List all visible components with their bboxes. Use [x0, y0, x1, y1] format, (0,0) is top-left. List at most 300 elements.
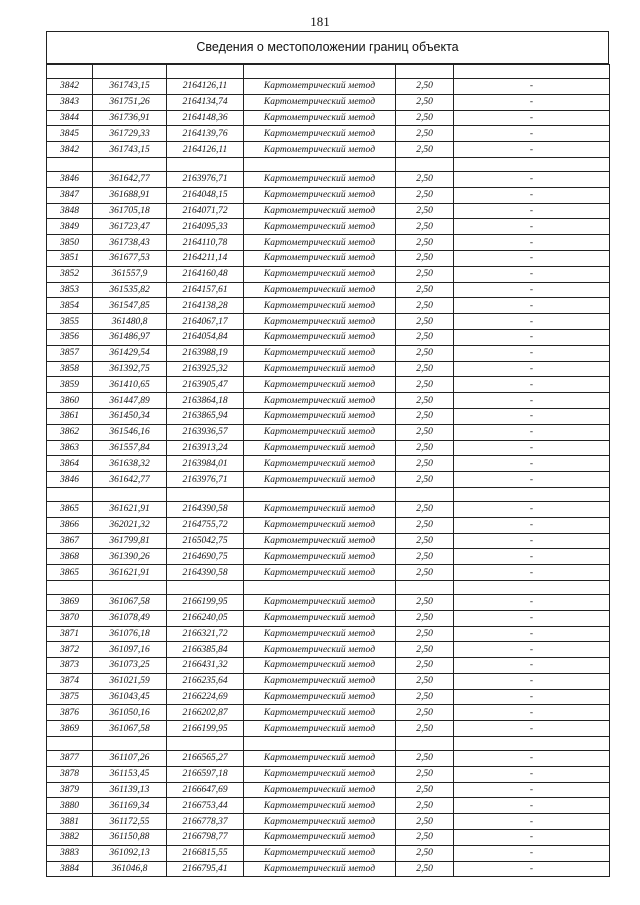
- table-row: [47, 845, 610, 861]
- accuracy-cell: 2,50: [396, 549, 454, 565]
- table-row: [47, 766, 610, 782]
- y-coordinate-cell: 2163925,32: [167, 361, 244, 377]
- method-cell: Картометрический метод: [244, 298, 396, 314]
- description-cell: -: [454, 472, 610, 488]
- y-coordinate-cell: 2164390,58: [167, 565, 244, 581]
- method-cell: Картометрический метод: [244, 187, 396, 203]
- method-cell: Картометрический метод: [244, 642, 396, 658]
- y-coordinate-cell: 2163864,18: [167, 393, 244, 409]
- method-cell: Картометрический метод: [244, 689, 396, 705]
- point-number-cell: 3842: [47, 142, 93, 158]
- table-row: [47, 329, 610, 345]
- point-number-cell: 3871: [47, 626, 93, 642]
- group-separator-row: [47, 65, 610, 79]
- x-coordinate-cell: 361738,43: [93, 235, 167, 251]
- accuracy-cell: 2,50: [396, 361, 454, 377]
- empty-cell: [396, 487, 454, 501]
- accuracy-cell: 2,50: [396, 282, 454, 298]
- x-coordinate-cell: 361736,91: [93, 110, 167, 126]
- point-number-cell: 3881: [47, 814, 93, 830]
- accuracy-cell: 2,50: [396, 314, 454, 330]
- y-coordinate-cell: 2163936,57: [167, 424, 244, 440]
- description-cell: -: [454, 861, 610, 877]
- x-coordinate-cell: 361107,26: [93, 751, 167, 767]
- empty-cell: [167, 157, 244, 171]
- x-coordinate-cell: 361688,91: [93, 187, 167, 203]
- y-coordinate-cell: 2166647,69: [167, 782, 244, 798]
- accuracy-cell: 2,50: [396, 751, 454, 767]
- y-coordinate-cell: 2163905,47: [167, 377, 244, 393]
- point-number-cell: 3849: [47, 219, 93, 235]
- method-cell: Картометрический метод: [244, 235, 396, 251]
- y-coordinate-cell: 2166778,37: [167, 814, 244, 830]
- empty-cell: [396, 157, 454, 171]
- description-cell: -: [454, 501, 610, 517]
- point-number-cell: 3852: [47, 266, 93, 282]
- accuracy-cell: 2,50: [396, 142, 454, 158]
- x-coordinate-cell: 361486,97: [93, 329, 167, 345]
- accuracy-cell: 2,50: [396, 689, 454, 705]
- method-cell: Картометрический метод: [244, 329, 396, 345]
- description-cell: -: [454, 766, 610, 782]
- point-number-cell: 3884: [47, 861, 93, 877]
- empty-cell: [244, 737, 396, 751]
- y-coordinate-cell: 2164139,76: [167, 126, 244, 142]
- point-number-cell: 3862: [47, 424, 93, 440]
- point-number-cell: 3875: [47, 689, 93, 705]
- x-coordinate-cell: 361450,34: [93, 408, 167, 424]
- empty-cell: [167, 487, 244, 501]
- description-cell: -: [454, 187, 610, 203]
- empty-cell: [454, 580, 610, 594]
- y-coordinate-cell: 2164390,58: [167, 501, 244, 517]
- y-coordinate-cell: 2164110,78: [167, 235, 244, 251]
- method-cell: Картометрический метод: [244, 266, 396, 282]
- x-coordinate-cell: 361046,8: [93, 861, 167, 877]
- accuracy-cell: 2,50: [396, 94, 454, 110]
- table-row: [47, 658, 610, 674]
- point-number-cell: 3858: [47, 361, 93, 377]
- empty-cell: [47, 157, 93, 171]
- description-cell: -: [454, 689, 610, 705]
- y-coordinate-cell: 2164095,33: [167, 219, 244, 235]
- accuracy-cell: 2,50: [396, 266, 454, 282]
- x-coordinate-cell: 361557,9: [93, 266, 167, 282]
- x-coordinate-cell: 361480,8: [93, 314, 167, 330]
- x-coordinate-cell: 361092,13: [93, 845, 167, 861]
- table-row: [47, 345, 610, 361]
- method-cell: Картометрический метод: [244, 314, 396, 330]
- x-coordinate-cell: 361729,33: [93, 126, 167, 142]
- description-cell: -: [454, 751, 610, 767]
- point-number-cell: 3873: [47, 658, 93, 674]
- method-cell: Картометрический метод: [244, 830, 396, 846]
- empty-cell: [244, 580, 396, 594]
- x-coordinate-cell: 361677,53: [93, 250, 167, 266]
- point-number-cell: 3865: [47, 565, 93, 581]
- description-cell: -: [454, 658, 610, 674]
- description-cell: -: [454, 642, 610, 658]
- table-row: [47, 393, 610, 409]
- x-coordinate-cell: 361621,91: [93, 501, 167, 517]
- accuracy-cell: 2,50: [396, 798, 454, 814]
- y-coordinate-cell: 2164067,17: [167, 314, 244, 330]
- table-row: [47, 250, 610, 266]
- description-cell: -: [454, 142, 610, 158]
- x-coordinate-cell: 361743,15: [93, 142, 167, 158]
- description-cell: -: [454, 298, 610, 314]
- y-coordinate-cell: 2166199,95: [167, 594, 244, 610]
- point-number-cell: 3870: [47, 610, 93, 626]
- description-cell: -: [454, 565, 610, 581]
- method-cell: Картометрический метод: [244, 110, 396, 126]
- empty-cell: [396, 65, 454, 79]
- table-row: [47, 298, 610, 314]
- x-coordinate-cell: 361743,15: [93, 79, 167, 95]
- table-row: [47, 830, 610, 846]
- table-row: [47, 533, 610, 549]
- page-number: 181: [310, 14, 330, 29]
- empty-cell: [454, 65, 610, 79]
- y-coordinate-cell: 2163988,19: [167, 345, 244, 361]
- y-coordinate-cell: 2166798,77: [167, 830, 244, 846]
- accuracy-cell: 2,50: [396, 501, 454, 517]
- method-cell: Картометрический метод: [244, 814, 396, 830]
- x-coordinate-cell: 361546,16: [93, 424, 167, 440]
- description-cell: -: [454, 782, 610, 798]
- empty-cell: [47, 65, 93, 79]
- point-number-cell: 3882: [47, 830, 93, 846]
- empty-cell: [454, 157, 610, 171]
- x-coordinate-cell: 361638,32: [93, 456, 167, 472]
- y-coordinate-cell: 2166753,44: [167, 798, 244, 814]
- point-number-cell: 3883: [47, 845, 93, 861]
- empty-cell: [47, 487, 93, 501]
- point-number-cell: 3843: [47, 94, 93, 110]
- description-cell: -: [454, 377, 610, 393]
- table-body: [47, 65, 610, 877]
- point-number-cell: 3879: [47, 782, 93, 798]
- point-number-cell: 3851: [47, 250, 93, 266]
- table-row: [47, 219, 610, 235]
- accuracy-cell: 2,50: [396, 658, 454, 674]
- description-cell: -: [454, 626, 610, 642]
- y-coordinate-cell: 2163865,94: [167, 408, 244, 424]
- point-number-cell: 3874: [47, 673, 93, 689]
- y-coordinate-cell: 2163984,01: [167, 456, 244, 472]
- method-cell: Картометрический метод: [244, 361, 396, 377]
- empty-cell: [167, 737, 244, 751]
- table-row: [47, 642, 610, 658]
- description-cell: -: [454, 266, 610, 282]
- point-number-cell: 3868: [47, 549, 93, 565]
- y-coordinate-cell: 2166385,84: [167, 642, 244, 658]
- description-cell: -: [454, 345, 610, 361]
- description-cell: -: [454, 594, 610, 610]
- group-separator-row: [47, 487, 610, 501]
- accuracy-cell: 2,50: [396, 408, 454, 424]
- table-row: [47, 861, 610, 877]
- group-separator-row: [47, 737, 610, 751]
- description-cell: -: [454, 830, 610, 846]
- table-row: [47, 705, 610, 721]
- description-cell: -: [454, 798, 610, 814]
- point-number-cell: 3859: [47, 377, 93, 393]
- empty-cell: [93, 65, 167, 79]
- empty-cell: [47, 580, 93, 594]
- table-row: [47, 610, 610, 626]
- description-cell: -: [454, 456, 610, 472]
- y-coordinate-cell: 2164157,61: [167, 282, 244, 298]
- y-coordinate-cell: 2164054,84: [167, 329, 244, 345]
- description-cell: -: [454, 533, 610, 549]
- x-coordinate-cell: 361429,54: [93, 345, 167, 361]
- method-cell: Картометрический метод: [244, 345, 396, 361]
- table-row: [47, 235, 610, 251]
- point-number-cell: 3842: [47, 79, 93, 95]
- description-cell: -: [454, 219, 610, 235]
- x-coordinate-cell: 361547,85: [93, 298, 167, 314]
- boundary-points-table: [46, 64, 610, 877]
- table-row: [47, 361, 610, 377]
- point-number-cell: 3861: [47, 408, 93, 424]
- method-cell: Картометрический метод: [244, 171, 396, 187]
- accuracy-cell: 2,50: [396, 673, 454, 689]
- empty-cell: [396, 580, 454, 594]
- method-cell: Картометрический метод: [244, 533, 396, 549]
- y-coordinate-cell: 2164211,14: [167, 250, 244, 266]
- description-cell: -: [454, 235, 610, 251]
- method-cell: Картометрический метод: [244, 203, 396, 219]
- point-number-cell: 3866: [47, 517, 93, 533]
- x-coordinate-cell: 361050,16: [93, 705, 167, 721]
- coordinates-sheet: [46, 31, 609, 877]
- description-cell: -: [454, 203, 610, 219]
- method-cell: Картометрический метод: [244, 517, 396, 533]
- description-cell: -: [454, 314, 610, 330]
- x-coordinate-cell: 361751,26: [93, 94, 167, 110]
- x-coordinate-cell: 361073,25: [93, 658, 167, 674]
- table-title: Сведения о местоположении границ объекта: [46, 31, 609, 64]
- x-coordinate-cell: 361021,59: [93, 673, 167, 689]
- empty-cell: [396, 737, 454, 751]
- point-number-cell: 3857: [47, 345, 93, 361]
- description-cell: -: [454, 549, 610, 565]
- accuracy-cell: 2,50: [396, 110, 454, 126]
- accuracy-cell: 2,50: [396, 830, 454, 846]
- y-coordinate-cell: 2164126,11: [167, 79, 244, 95]
- point-number-cell: 3878: [47, 766, 93, 782]
- method-cell: Картометрический метод: [244, 845, 396, 861]
- point-number-cell: 3877: [47, 751, 93, 767]
- description-cell: -: [454, 517, 610, 533]
- accuracy-cell: 2,50: [396, 187, 454, 203]
- accuracy-cell: 2,50: [396, 814, 454, 830]
- y-coordinate-cell: 2166431,32: [167, 658, 244, 674]
- point-number-cell: 3853: [47, 282, 93, 298]
- table-row: [47, 626, 610, 642]
- description-cell: -: [454, 171, 610, 187]
- point-number-cell: 3845: [47, 126, 93, 142]
- empty-cell: [93, 737, 167, 751]
- method-cell: Картометрический метод: [244, 798, 396, 814]
- accuracy-cell: 2,50: [396, 845, 454, 861]
- point-number-cell: 3860: [47, 393, 93, 409]
- y-coordinate-cell: 2166202,87: [167, 705, 244, 721]
- y-coordinate-cell: 2164755,72: [167, 517, 244, 533]
- accuracy-cell: 2,50: [396, 721, 454, 737]
- accuracy-cell: 2,50: [396, 219, 454, 235]
- accuracy-cell: 2,50: [396, 329, 454, 345]
- method-cell: Картометрический метод: [244, 565, 396, 581]
- table-row: [47, 689, 610, 705]
- method-cell: Картометрический метод: [244, 456, 396, 472]
- method-cell: Картометрический метод: [244, 142, 396, 158]
- table-row: [47, 594, 610, 610]
- x-coordinate-cell: 362021,32: [93, 517, 167, 533]
- accuracy-cell: 2,50: [396, 610, 454, 626]
- y-coordinate-cell: 2164148,36: [167, 110, 244, 126]
- table-row: [47, 424, 610, 440]
- x-coordinate-cell: 361139,13: [93, 782, 167, 798]
- y-coordinate-cell: 2164138,28: [167, 298, 244, 314]
- accuracy-cell: 2,50: [396, 472, 454, 488]
- table-row: [47, 126, 610, 142]
- accuracy-cell: 2,50: [396, 393, 454, 409]
- accuracy-cell: 2,50: [396, 782, 454, 798]
- y-coordinate-cell: 2166240,05: [167, 610, 244, 626]
- accuracy-cell: 2,50: [396, 345, 454, 361]
- y-coordinate-cell: 2164160,48: [167, 266, 244, 282]
- accuracy-cell: 2,50: [396, 126, 454, 142]
- table-row: [47, 751, 610, 767]
- table-row: [47, 798, 610, 814]
- accuracy-cell: 2,50: [396, 533, 454, 549]
- table-row: [47, 94, 610, 110]
- y-coordinate-cell: 2164134,74: [167, 94, 244, 110]
- y-coordinate-cell: 2164690,75: [167, 549, 244, 565]
- table-row: [47, 408, 610, 424]
- accuracy-cell: 2,50: [396, 79, 454, 95]
- description-cell: -: [454, 361, 610, 377]
- table-row: [47, 472, 610, 488]
- x-coordinate-cell: 361642,77: [93, 472, 167, 488]
- x-coordinate-cell: 361392,75: [93, 361, 167, 377]
- point-number-cell: 3872: [47, 642, 93, 658]
- method-cell: Картометрический метод: [244, 393, 396, 409]
- method-cell: Картометрический метод: [244, 782, 396, 798]
- x-coordinate-cell: 361067,58: [93, 721, 167, 737]
- point-number-cell: 3865: [47, 501, 93, 517]
- accuracy-cell: 2,50: [396, 203, 454, 219]
- accuracy-cell: 2,50: [396, 298, 454, 314]
- y-coordinate-cell: 2166321,72: [167, 626, 244, 642]
- description-cell: -: [454, 673, 610, 689]
- method-cell: Картометрический метод: [244, 626, 396, 642]
- accuracy-cell: 2,50: [396, 235, 454, 251]
- method-cell: Картометрический метод: [244, 377, 396, 393]
- empty-cell: [93, 580, 167, 594]
- accuracy-cell: 2,50: [396, 594, 454, 610]
- method-cell: Картометрический метод: [244, 424, 396, 440]
- empty-cell: [47, 737, 93, 751]
- x-coordinate-cell: 361705,18: [93, 203, 167, 219]
- x-coordinate-cell: 361150,88: [93, 830, 167, 846]
- empty-cell: [93, 487, 167, 501]
- description-cell: -: [454, 814, 610, 830]
- empty-cell: [244, 157, 396, 171]
- description-cell: -: [454, 705, 610, 721]
- description-cell: -: [454, 110, 610, 126]
- table-row: [47, 266, 610, 282]
- empty-cell: [244, 65, 396, 79]
- method-cell: Картометрический метод: [244, 594, 396, 610]
- x-coordinate-cell: 361390,26: [93, 549, 167, 565]
- x-coordinate-cell: 361447,89: [93, 393, 167, 409]
- y-coordinate-cell: 2166235,64: [167, 673, 244, 689]
- point-number-cell: 3863: [47, 440, 93, 456]
- table-row: [47, 377, 610, 393]
- method-cell: Картометрический метод: [244, 440, 396, 456]
- table-row: [47, 782, 610, 798]
- y-coordinate-cell: 2164126,11: [167, 142, 244, 158]
- point-number-cell: 3869: [47, 721, 93, 737]
- empty-cell: [93, 157, 167, 171]
- accuracy-cell: 2,50: [396, 861, 454, 877]
- empty-cell: [454, 487, 610, 501]
- method-cell: Картометрический метод: [244, 282, 396, 298]
- method-cell: Картометрический метод: [244, 673, 396, 689]
- point-number-cell: 3856: [47, 329, 93, 345]
- method-cell: Картометрический метод: [244, 79, 396, 95]
- x-coordinate-cell: 361067,58: [93, 594, 167, 610]
- description-cell: -: [454, 126, 610, 142]
- description-cell: -: [454, 610, 610, 626]
- description-cell: -: [454, 79, 610, 95]
- y-coordinate-cell: 2166795,41: [167, 861, 244, 877]
- description-cell: -: [454, 393, 610, 409]
- x-coordinate-cell: 361621,91: [93, 565, 167, 581]
- x-coordinate-cell: 361043,45: [93, 689, 167, 705]
- method-cell: Картометрический метод: [244, 472, 396, 488]
- method-cell: Картометрический метод: [244, 501, 396, 517]
- accuracy-cell: 2,50: [396, 250, 454, 266]
- y-coordinate-cell: 2166815,55: [167, 845, 244, 861]
- x-coordinate-cell: 361078,49: [93, 610, 167, 626]
- description-cell: -: [454, 424, 610, 440]
- x-coordinate-cell: 361799,81: [93, 533, 167, 549]
- table-row: [47, 110, 610, 126]
- accuracy-cell: 2,50: [396, 440, 454, 456]
- table-row: [47, 171, 610, 187]
- table-row: [47, 203, 610, 219]
- x-coordinate-cell: 361097,16: [93, 642, 167, 658]
- table-row: [47, 187, 610, 203]
- point-number-cell: 3850: [47, 235, 93, 251]
- description-cell: -: [454, 845, 610, 861]
- y-coordinate-cell: 2166597,18: [167, 766, 244, 782]
- point-number-cell: 3854: [47, 298, 93, 314]
- empty-cell: [244, 487, 396, 501]
- method-cell: Картометрический метод: [244, 408, 396, 424]
- group-separator-row: [47, 580, 610, 594]
- method-cell: Картометрический метод: [244, 610, 396, 626]
- accuracy-cell: 2,50: [396, 642, 454, 658]
- point-number-cell: 3864: [47, 456, 93, 472]
- accuracy-cell: 2,50: [396, 766, 454, 782]
- table-row: [47, 501, 610, 517]
- table-row: [47, 565, 610, 581]
